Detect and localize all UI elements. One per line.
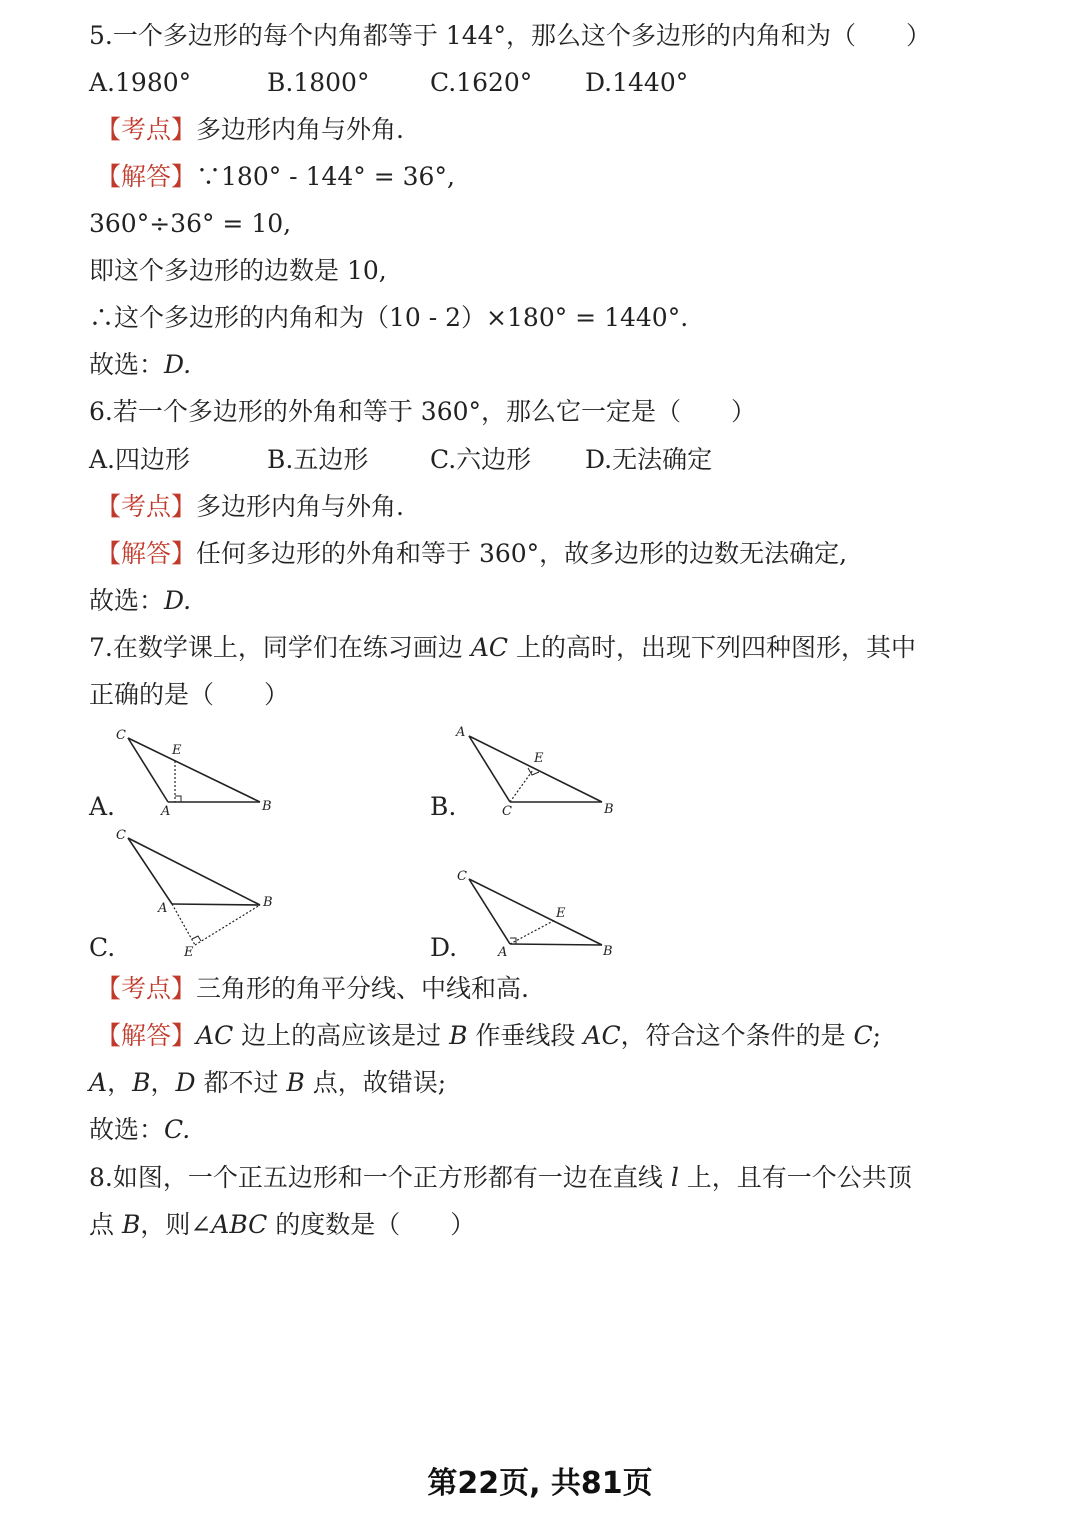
q7-line2-part: ， — [150, 1068, 176, 1097]
triangle-figure-b — [450, 720, 620, 825]
point-label-c: C — [457, 869, 467, 884]
q5-line-3: ∴这个多边形的内角和为（10 - 2）×180° = 1440°. — [89, 303, 689, 332]
kaodian-tag: 【考点】 — [96, 115, 197, 144]
answer-value: D. — [164, 350, 192, 379]
q8-stem-part: 8.如图，一个正五边形和一个正方形都有一边在直线 — [89, 1163, 671, 1192]
kaodian-tag: 【考点】 — [96, 492, 197, 521]
q7-kaodian — [96, 971, 529, 1007]
q6-option-d: D.无法确定 — [585, 445, 713, 474]
q8-stem-part: l — [670, 1163, 679, 1192]
q6-kaodian — [96, 489, 404, 525]
q5-jieda — [96, 159, 455, 195]
q6-option-c: C.六边形 — [430, 445, 532, 474]
q5-option-b: B.1800° — [267, 68, 370, 97]
q7-answer — [89, 1112, 190, 1148]
q6-stem: 6.若一个多边形的外角和等于 360°，那么它一定是（ ） — [89, 397, 757, 426]
q5-jieda-text: ∵180° - 144° = 36°, — [196, 162, 455, 191]
point-label-a: A — [161, 804, 171, 819]
point-label-c: C — [116, 728, 126, 743]
q6-jieda — [96, 536, 847, 572]
q7-stem-ac: AC — [470, 633, 508, 662]
kaodian-tag: 【考点】 — [96, 974, 197, 1003]
q7-line2-part: D — [175, 1068, 196, 1097]
q7-figure-label-d: D. — [430, 933, 458, 962]
q7-jieda-part: ，符合这个条件的是 — [620, 1021, 854, 1050]
q6-jieda-text: 任何多边形的外角和等于 360°，故多边形的边数无法确定, — [196, 539, 848, 568]
q7-figure-label-c: C. — [89, 933, 116, 962]
jieda-tag: 【解答】 — [96, 162, 197, 191]
page-number-footer: 第22页, 共81页 — [427, 1466, 653, 1501]
answer-value: C. — [164, 1115, 191, 1144]
answer-value: D. — [164, 586, 192, 615]
point-label-b: B — [603, 944, 613, 959]
q6-option-b: B.五边形 — [267, 445, 369, 474]
q7-stem-part: 7.在数学课上，同学们在练习画边 — [89, 633, 471, 662]
point-label-e: E — [534, 751, 544, 766]
q7-line2-part: B — [286, 1068, 305, 1097]
point-label-a: A — [456, 725, 466, 740]
point-label-e: E — [184, 945, 194, 960]
q6-kaodian-text: 多边形内角与外角. — [196, 492, 404, 521]
q5-line-1: 360°÷36° = 10, — [89, 209, 292, 238]
q7-line2-part: ， — [107, 1068, 133, 1097]
jieda-tag: 【解答】 — [96, 539, 197, 568]
q7-line2-part: 都不过 — [195, 1068, 287, 1097]
q8-line2-part: ，则∠ — [140, 1210, 212, 1239]
q8-stem-part: 上，且有一个公共顶 — [678, 1163, 912, 1192]
q7-jieda-part: AC — [583, 1021, 621, 1050]
q7-jieda-part: ; — [872, 1021, 882, 1050]
q7-jieda-part: B — [449, 1021, 468, 1050]
q5-option-c: C.1620° — [430, 68, 533, 97]
triangle-figure-a — [100, 720, 290, 825]
point-label-c: C — [502, 804, 512, 819]
point-label-b: B — [263, 895, 273, 910]
triangle-figure-c — [100, 822, 290, 962]
point-label-a: A — [158, 901, 168, 916]
q5-kaodian — [96, 112, 404, 148]
q5-option-a: A.1980° — [89, 68, 192, 97]
point-label-b: B — [262, 799, 272, 814]
jieda-tag: 【解答】 — [96, 1021, 197, 1050]
q7-line2-part: A — [89, 1068, 108, 1097]
q7-stem-line2: 正确的是（ ） — [89, 680, 290, 709]
point-label-e: E — [172, 743, 182, 758]
q8-line2-part: 点 — [89, 1210, 122, 1239]
point-label-a: A — [498, 945, 508, 960]
q6-answer — [89, 583, 191, 619]
q8-stem — [89, 1160, 912, 1196]
q8-stem-line2 — [89, 1207, 475, 1243]
q7-stem-part: 上的高时，出现下列四种图形，其中 — [508, 633, 916, 662]
q8-line2-part: ABC — [211, 1210, 268, 1239]
q7-figure-label-a: A. — [89, 792, 116, 821]
q7-line2-part: B — [132, 1068, 151, 1097]
answer-prefix: 故选： — [89, 1115, 165, 1144]
q7-kaodian-text: 三角形的角平分线、中线和高. — [196, 974, 529, 1003]
q5-line-2: 即这个多边形的边数是 10, — [89, 256, 387, 285]
point-label-e: E — [556, 906, 566, 921]
q5-kaodian-text: 多边形内角与外角. — [196, 115, 404, 144]
q7-figure-label-b: B. — [430, 792, 457, 821]
q6-option-a: A.四边形 — [89, 445, 191, 474]
q8-line2-part: 的度数是（ ） — [267, 1210, 476, 1239]
answer-prefix: 故选： — [89, 586, 165, 615]
q7-jieda-part: 作垂线段 — [467, 1021, 584, 1050]
point-label-c: C — [116, 828, 126, 843]
q7-line2-part: 点，故错误; — [304, 1068, 447, 1097]
q5-answer — [89, 347, 191, 383]
q7-jieda — [96, 1018, 881, 1054]
q5-stem: 5.一个多边形的每个内角都等于 144°，那么这个多边形的内角和为（ ） — [89, 21, 932, 50]
q7-jieda-part: C — [853, 1021, 873, 1050]
answer-prefix: 故选： — [89, 350, 165, 379]
q7-jieda-part: 边上的高应该是过 — [233, 1021, 450, 1050]
triangle-figure-d — [450, 860, 620, 962]
q7-line-2 — [89, 1065, 446, 1101]
q7-stem — [89, 630, 916, 666]
q8-line2-part: B — [121, 1210, 141, 1239]
q5-option-d: D.1440° — [585, 68, 689, 97]
q7-jieda-part: AC — [196, 1021, 234, 1050]
point-label-b: B — [604, 802, 614, 817]
